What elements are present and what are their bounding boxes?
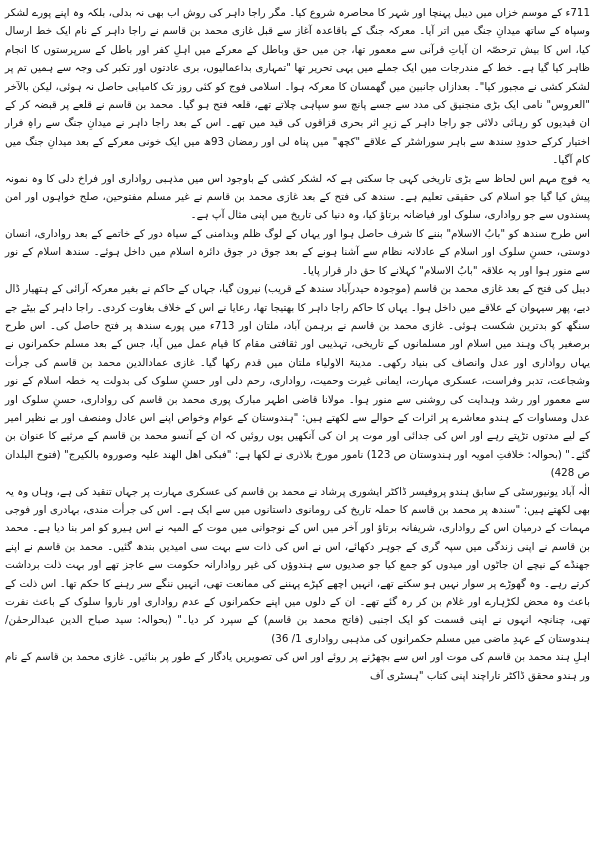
paragraph-5: الٰہ آباد یونیورسٹی کے سابق ہندو پروفیسر ڈاکٹر ایشوری پرشاد نے محمد بن قاسم کی عسکری مہارت پر جہاں تنقید کی ہے، وہاں وہ یہ بھی لکھتے ہیں: "سندھ پر محمد بن قاسم کا حملہ تاریخ کی رومانوی داستانوں میں سے ایک ہے۔ اس کی جرأت مندی، بہادری اور فوجی مہمات کے درمیان اس کے رواداری، شریفانہ برتاؤ اور آخر میں اس کے نوجوانی میں موت کے المیہ نے اس ہیرو کو امر بنا دیا ہے۔ محمد بن قاسم نے اپنی زندگی میں سپہ گری کے جوہر دکھائے، اس نے اس کی ذات سے بہت سی امیدیں بندھ گئیں۔ محمد بن قاسم نے اپنے جھنڈے کے نیچے ان جاٹوں اور میدوں کو جمع کیا جو صدیوں سے ہندوؤں کی غیر روادارانہ حکومت سے عاجز تھے اور بہت ذلت برداشت کرتے رہے۔ وہ گھوڑے پر سوار نہیں ہو سکتے تھے، انہیں اچھے کپڑے پہننے کی ممانعت تھی، انہیں ننگے سر رہنے کا حکم تھا۔ اس ذلت کے باعث وہ محض لکڑہارے اور غلام بن کر رہ گئے تھے۔ ان کے دلوں میں اپنے حکمرانوں کے عدم رواداری اور ناروا سلوک کے باعث نفرت تھی، چنانچہ انہوں نے اپنی قسمت کو ایک اجنبی (فاتح محمد بن قاسم) کے سپرد کر دیا۔" (بحوالہ: سید صباح الدین عبدالرحمٰن/ ہندوستان کے عہدِ ماضی میں مسلم حکمرانوں کی مذہبی رواداری 1/ 36) (5, 485, 590, 645)
paragraph-4: دیبل کی فتح کے بعد غازی محمد بن قاسم (موجودہ حیدرآباد سندھ کے قریب) نیرون گیا، جہاں کے حاکم نے بغیر معرکہ آرائی کے ہتھیار ڈال دیے، پھر سیہوان کے علاقے میں داخل ہوا۔ یہاں کا حاکم راجا داہر کا بھتیجا تھا، رعایا نے اس کے خلاف بغاوت کردی۔ راجا داہر کے بیٹے جے سنگھ کو بدترین شکست ہوئی۔ غازی محمد بن قاسم نے برہمن آباد، ملتان اور 713ء میں پورے سندھ پر فتح حاصل کی۔ اس طرح برصغیر پاک وہند میں اسلام اور مسلمانوں کے تاریخی، تہذیبی اور ثقافتی مقام کا قیام عمل میں آیا، جس کے بعد مسلم حکمرانوں نے یہاں رواداری اور عدل وانصاف کی بنیاد رکھی۔ مدینۃ الاولیاء ملتان میں قدم رکھا گیا۔ غازی عمادالدین محمد بن قاسم کی جرأت وشجاعت، تدبر وفراست، عسکری مہارت، ایمانی غیرت وحمیت، رواداری، رحم دلی اور حسنِ سلوک کی بدولت یہ خطہ اسلام کے نور سے معمور اور رشد وہدایت کی روشنی سے منور ہوا۔ مولانا قاضی اطہر مبارک پوری محمد بن قاسم کی رواداری، حسنِ سلوک اور عدل ومساوات کے ہندو معاشرے پر اثرات کے حوالے سے لکھتے ہیں: "ہندوستان کے عوام وخواص اپنے اس عادل ومنصف اور بے نظیر امیر کے لیے مدتوں تڑپتے رہے اور اس کی جدائی اور موت پر ان کی آنکھیں یوں روئیں کہ ان کے آنسو محمد بن قاسم کے مرثیے کا عنوان بن گئے۔" (بحوالہ: خلافتِ امویہ اور ہندوستان ص 123) نامور مورخ بلاذری نے لکھا ہے: "فبکی اھل الھند علیہ وصوروہ بالکیرج" (فتوح البلدان ص 428) (5, 283, 590, 480)
paragraph-2: یہ فوج مہم اس لحاظ سے بڑی تاریخی کہی جا سکتی ہے کہ لشکر کشی کے باوجود اس میں مذہبی رواداری اور فراخ دلی کا وہ نمونہ پیش کیا گیا جو اسلام کی حقیقی تعلیم ہے۔ سندھ کی فتح کے بعد غازی محمد بن قاسم نے غیر مسلم مفتوحین، صلح خواہوں اور امن پسندوں سے جو رواداری، سلوک اور فیاضانہ برتاؤ کیا، وہ دنیا کی تاریخ میں اپنی مثال آپ ہے۔ (5, 172, 590, 222)
paragraph-3: اس طرح سندھ کو "بابُ الاسلام" بننے کا شرف حاصل ہوا اور یہاں کے لوگ ظلم وبدامنی کے سیاہ دور کے خاتمے کے بعد رواداری، انسان دوستی، حسنِ سلوک اور اسلام کے عادلانہ نظام سے آشنا ہونے کے بعد جوق در جوق دائرہ اسلام میں داخل ہوئے۔ سندھ اسلام کے نور سے منور ہوا اور یہ علاقہ "بابُ الاسلام" کہلانے کا حق دار قرار پایا۔ (5, 227, 590, 277)
paragraph-6: اہلِ ہند محمد بن قاسم کی موت اور اس سے بچھڑنے پر روئے اور اس کی تصویریں یادگار کے طور پر بنائیں۔ غازی محمد بن قاسم کے نام ور ہندو محقق ڈاکٹر تاراچند اپنی کتاب "ہسٹری آف (5, 651, 590, 682)
paragraph-1: 711ء کے موسم خزاں میں دیبل پہنچا اور شہر کا محاصرہ شروع کیا۔ مگر راجا داہر کی روش اب بھی نہ بدلی، بلکہ وہ اپنے پورے لشکر وسپاہ کے ساتھ میدانِ جنگ میں اتر آیا۔ معرکہ جنگ کے باقاعدہ آغاز سے قبل غازی محمد بن قاسم نے راجا داہر کے نام ایک خط ارسال کیا، اس کا بیش ترحصّہ ان آیاتِ قرآنی سے معمور تھا، جن میں حق وباطل کے معرکے میں اہلِ کفر اور باطل کے سرپرستوں کا انجام ظاہر کیا گیا ہے۔ خط کے مندرجات میں ایک جملے میں یہی تحریر تھا "تمہاری بداعمالیوں، بری عادتوں اور تکبر کی وجہ سے ہمیں تم پر لشکر کشی نے مجبور کیا"۔ بعدازاں جانبین میں گھمسان کا معرکہ ہوا۔ اسلامی فوج کو کئی روز تک کامیابی حاصل نہ ہوئی، لیکن بالآخر "العروس" نامی ایک بڑی منجنیق کی مدد سے جسے پانچ سو سپاہی چلاتے تھے، قلعہ فتح ہو گیا۔ محمد بن قاسم نے قلعے پر قبضہ کر کے ان قیدیوں کو رہائی دلائی جو راجا داہر کے زیرِ اثر بحری قزاقوں کی قید میں تھے۔ اس کے بعد راجا داہر نے میدانِ جنگ سے راہِ فرار اختیار کرکے حدودِ سندھ سے باہر سوراشٹر کے علاقے "کچھ" میں پناہ لی اور رمضان 93ھ میں ایک خونی معرکے کے بعد میدانِ جنگ میں کام آگیا۔ (5, 7, 590, 167)
